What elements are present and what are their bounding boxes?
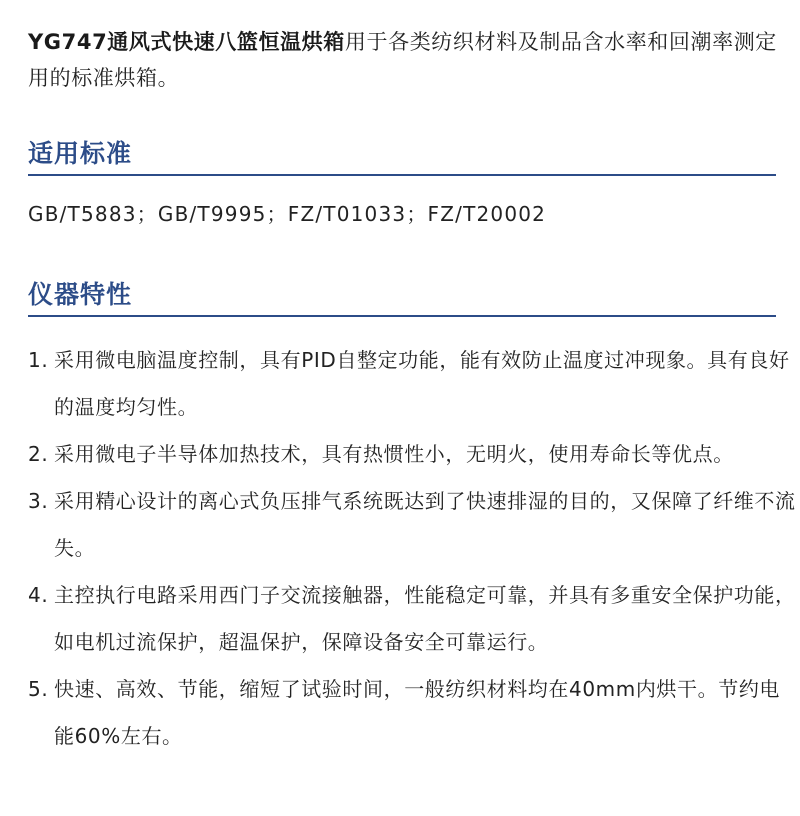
feature-text: 采用精心设计的离心式负压排气系统既达到了快速排湿的目的，又保障了纤维不流失。 <box>54 489 796 560</box>
feature-text: 采用微电子半导体加热技术，具有热惯性小，无明火，使用寿命长等优点。 <box>54 442 734 466</box>
intro-paragraph <box>28 24 788 96</box>
feature-item-2 <box>28 431 796 478</box>
features-divider <box>28 315 776 317</box>
feature-number: 1. <box>28 348 49 372</box>
feature-text: 采用微电脑温度控制，具有PID自整定功能，能有效防止温度过冲现象。具有良好的温度均匀性。 <box>54 348 790 419</box>
standards-divider <box>28 174 776 176</box>
standards-heading: 适用标准 <box>28 139 133 168</box>
product-name: YG747通风式快速八篮恒温烘箱 <box>28 30 345 54</box>
standards-list: GB/T5883；GB/T9995；FZ/T01033；FZ/T20002 <box>28 202 547 226</box>
feature-number: 2. <box>28 442 49 466</box>
feature-item-5 <box>28 666 796 760</box>
features-list <box>28 337 796 760</box>
feature-number: 5. <box>28 677 49 701</box>
product-description: 用于各类纺织材料及制品含水率和回潮率测定用的标准烘箱。 <box>28 30 777 90</box>
feature-text: 主控执行电路采用西门子交流接触器，性能稳定可靠，并具有多重安全保护功能，如电机过流保护，超温保护，保障设备安全可靠运行。 <box>54 583 796 654</box>
feature-item-1 <box>28 337 796 431</box>
feature-number: 4. <box>28 583 49 607</box>
feature-text: 快速、高效、节能，缩短了试验时间，一般纺织材料均在40mm内烘干。节约电能60%左右。 <box>54 677 781 748</box>
features-heading: 仪器特性 <box>28 280 133 309</box>
feature-number: 3. <box>28 489 49 513</box>
feature-item-3 <box>28 478 796 572</box>
feature-item-4 <box>28 572 796 666</box>
